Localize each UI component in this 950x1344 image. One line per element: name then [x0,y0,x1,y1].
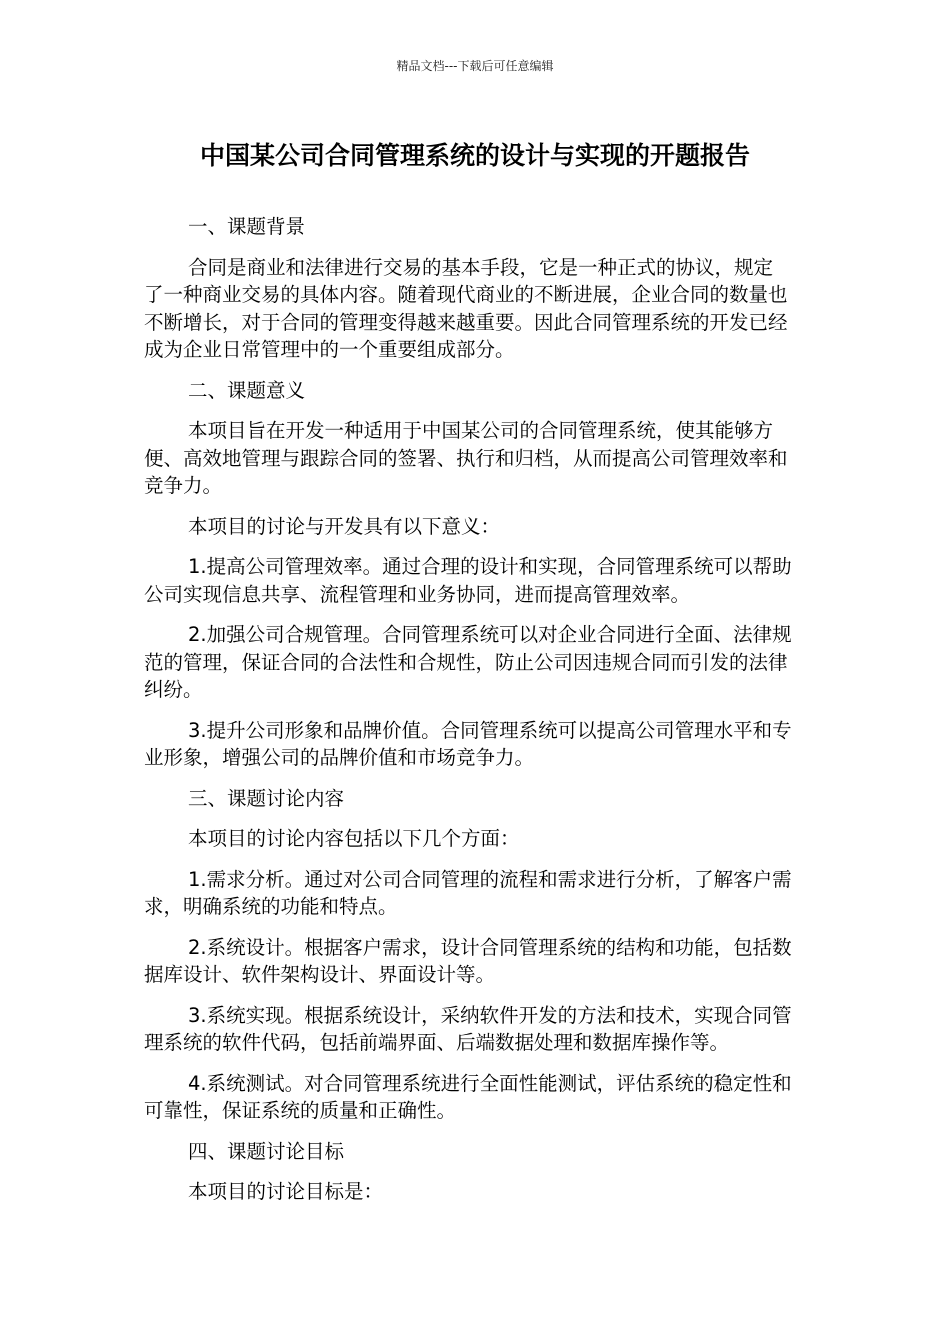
section-heading-content: 三、课题讨论内容 [188,786,345,810]
list-item-content-2: 2.系统设计。根据客户需求，设计合同管理系统的结构和功能，包括数据库设计、软件架构设计、界面设计等。 [144,935,792,986]
document-title: 中国某公司合同管理系统的设计与实现的开题报告 [199,141,750,170]
list-item-content-3: 3.系统实现。根据系统设计，采纳软件开发的方法和技术，实现合同管理系统的软件代码，包括前端界面、后端数据处理和数据库操作等。 [144,1003,792,1054]
paragraph-goals-intro: 本项目的讨论目标是： [188,1180,384,1203]
document-body [144,213,792,1219]
section-heading-background: 一、课题背景 [188,215,306,238]
list-item-significance-1: 1.提高公司管理效率。通过合理的设计和实现，合同管理系统可以帮助公司实现信息共享、流程管理和业务协同，进而提高管理效率。 [144,555,792,606]
paragraph-background: 合同是商业和法律进行交易的基本手段，它是一种正式的协议，规定了一种商业交易的具体内容。随着现代商业的不断进展，企业合同的数量也不断增长，对于合同的管理变得越来越重要。因此合同管理系统的开发已经成为企业日常管理中的一个重要组成部分。 [144,255,788,361]
list-item-content-4: 4.系统测试。对合同管理系统进行全面性能测试，评估系统的稳定性和可靠性，保证系统的质量和正确性。 [144,1071,792,1122]
paragraph-project-aim: 本项目旨在开发一种适用于中国某公司的合同管理系统，使其能够方便、高效地管理与跟踪合同的签署、执行和归档，从而提高公司管理效率和竞争力。 [144,419,788,497]
section-heading-significance: 二、课题意义 [188,378,306,402]
paragraph-significance-intro: 本项目的讨论与开发具有以下意义： [188,514,501,538]
list-item-content-1: 1.需求分析。通过对公司合同管理的流程和需求进行分析，了解客户需求，明确系统的功能和特点。 [144,867,792,918]
list-item-significance-3: 3.提升公司形象和品牌价值。合同管理系统可以提高公司管理水平和专业形象，增强公司的品牌价值和市场竞争力。 [144,718,792,769]
paragraph-content-intro: 本项目的讨论内容包括以下几个方面： [188,827,520,850]
section-heading-goals: 四、课题讨论目标 [188,1139,345,1163]
list-item-significance-2: 2.加强公司合规管理。合同管理系统可以对企业合同进行全面、法律规范的管理，保证合同的合法性和合规性，防止公司因违规合同而引发的法律纠纷。 [144,623,792,701]
header-note: 精品文档---下载后可任意编辑 [396,59,554,73]
